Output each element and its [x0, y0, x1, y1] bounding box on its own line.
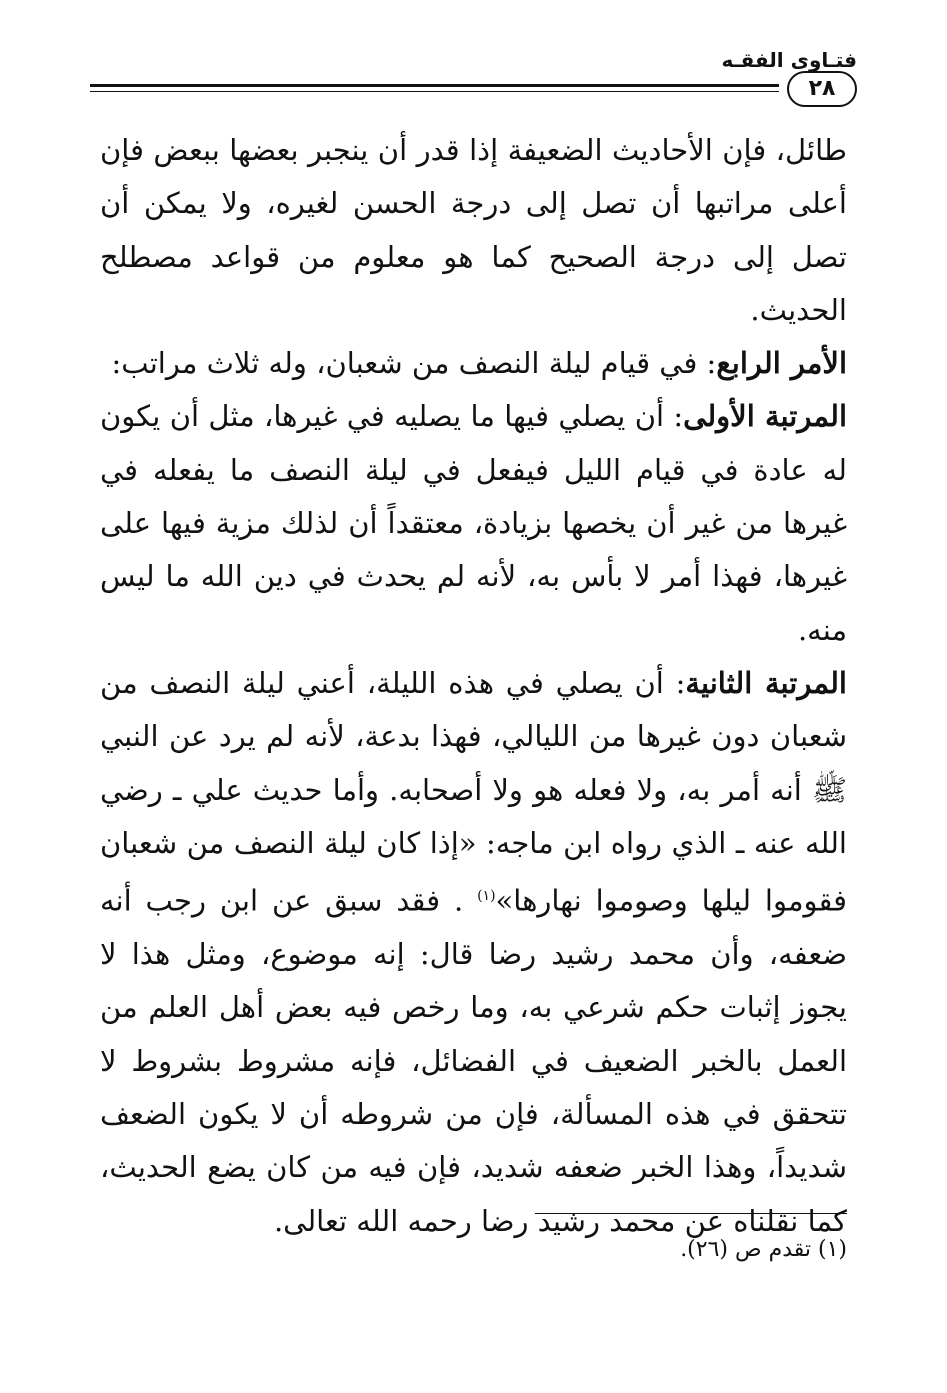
paragraph-2-text: : في قيام ليلة النصف من شعبان، وله ثلاث مراتب:	[111, 346, 717, 381]
running-title: فتـاوى الفقـه	[721, 48, 857, 72]
header-rule-thin	[90, 91, 779, 92]
paragraph-3-heading: المرتبة الأولى	[683, 399, 848, 434]
paragraph-4-text-a: : أن يصلي في هذه الليلة، أعني ليلة النصف من شعبان دون غيرها من الليالي، فهذا بدعة، لأنه لم يرد عن النبي ﷺ أنه أمر به، ولا فعله هو ولا أصحابه. وأما حديث علي ـ رضي الله عنه ـ الذي رواه ابن ماجه: «إذا كان ليلة النصف من شعبان فقوموا ليلها وصوموا نهارها»	[100, 665, 848, 918]
paragraph-3	[100, 390, 847, 656]
paragraph-2	[100, 337, 847, 390]
main-text	[100, 124, 847, 1248]
footnote: (١) تقدم ص (٢٦).	[680, 1237, 847, 1262]
paragraph-1: طائل، فإن الأحاديث الضعيفة إذا قدر أن ينجبر بعضها ببعض فإن أعلى مراتبها أن تصل إلى درجة الحسن لغيره، ولا يمكن أن تصل إلى درجة الصحيح كما هو معلوم من قواعد مصطلح الحديث.	[100, 133, 847, 327]
footnote-reference: (١)	[477, 888, 496, 905]
header-rule-thick	[90, 84, 779, 87]
paragraph-4-heading: المرتبة الثانية	[685, 665, 847, 700]
paragraph-3-text: : أن يصلي فيها ما يصليه في غيرها، مثل أن يكون له عادة في قيام الليل فيفعل في ليلة النصف ما يفعله في غيرها من غير أن يخصها بزيادة، معتقداً أن لذلك مزية فيها على غيرها، فهذا أمر لا بأس به، لأنه لم يحدث في دين الله ما ليس منه.	[100, 399, 847, 647]
page-number-badge: ٢٨	[787, 71, 857, 107]
paragraph-2-heading: الأمر الرابع	[716, 346, 847, 381]
page-header	[90, 46, 857, 106]
paragraph-4-text-b: . فقد سبق عن ابن رجب أنه ضعفه، وأن محمد رشيد رضا قال: إنه موضوع، ومثل هذا لا يجوز إثبات حكم شرعي به، وما رخص فيه بعض أهل العلم من العمل بالخبر الضعيف في الفضائل، فإنه مشروط بشروط لا تتحقق في هذه المسألة، فإن من شروطه أن لا يكون الضعف شديداً، وهذا الخبر ضعفه شديد، فإن فيه من كان يضع الحديث، كما نقلناه عن محمد رشيد رضا رحمه الله تعالى.	[100, 883, 847, 1238]
paragraph-4	[100, 657, 847, 1248]
footnote-separator	[535, 1213, 847, 1214]
